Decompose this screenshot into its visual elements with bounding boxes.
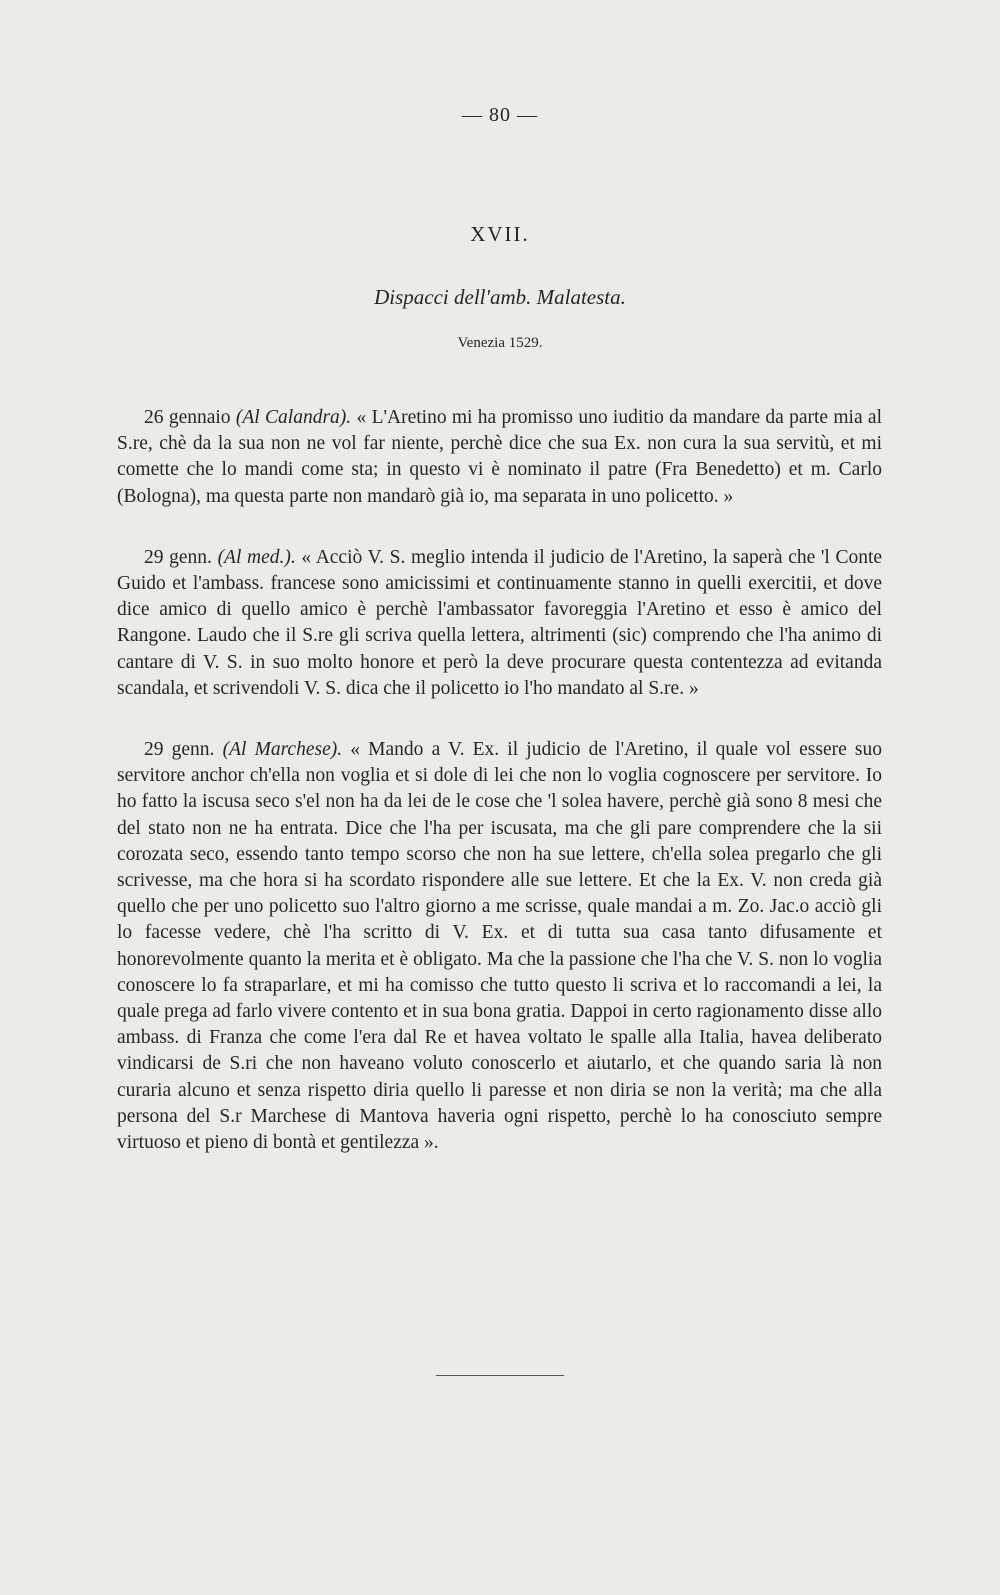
letter-date: 26 gennaio (144, 407, 231, 428)
letter-date: 29 genn. (144, 546, 212, 568)
section-title: Dispacci dell'amb. Malatesta. (374, 285, 626, 309)
section-number: XVII. (470, 222, 530, 246)
end-rule (436, 1375, 564, 1376)
letter-date: 29 genn. (144, 739, 215, 761)
letter-paragraph (117, 405, 882, 510)
letter-text: « Mando a V. Ex. il judicio de l'Aretino, il quale vol essere suo servitore anchor ch'ella non voglia et si dole di lei che non lo voglia cognoscere per servitore. Io ho fatto la iscusa seco s'el non ha da lei de le cose che 'l solea havere, perchè già sono 8 mesi che del stato non ne ha entrata. Dice che l'ha per iscusata, ma che gli pare comprendere che la sii corozata seco, essendo tanto tempo scorso che non ha sue lettere, ch'ella solea pregarlo che gli scrivesse, ma che hora si ha scordato rispondere alle sue lettere. Et che la Ex. V. non creda già quello che per uno policetto suo l'altro giorno a me scrisse, quale mandai a m. Zo. Jac.o acciò gli lo facesse vedere, chè l'ha scritto di V. Ex. et di tutta sua casa tanto difusamente et honorevolmente quanto la merita et è obligato. Ma che la passione che l'ha che V. S. non lo voglia conoscere lo fa straparlare, et mi ha comisso che tutto questo li scriva et lo raccomandi a lei, la quale prega ad farlo vivere contento et in sua bona gratia. Dappoi in certo ragionamento disse allo ambass. di Franza che come l'era dal Re et havea voltato le spalle alla Italia, havea deliberato vindicarsi de S.ri che non haveano voluto conoscerlo et aiutarlo, et che quando saria là non curaria alcuno et senza rispetto diria quello li paresse et non diria se non la verità; ma che alla persona del S.r Marchese di Mantova haveria ogni rispetto, perchè lo ha conosciuto sempre virtuoso et pieno di bontà et gentilezza ». (117, 739, 883, 1154)
letter-text: « Acciò V. S. meglio intenda il judicio de l'Aretino, la saperà che 'l Conte Guido et l'ambass. francese sono amicissimi et continuamente stanno in quelli exercitii, et dove dice amico di quello amico è perchè l'ambassator favoreggia l'Aretino et esso è amico del Rangone. Laudo che il S.re gli scriva quella lettera, altrimenti (sic) comprendo che l'ha animo di cantare di V. S. in suo molto honore et però la deve procurare questa contentezza ad evitanda scandala, et scrivendoli V. S. dica che il policetto io l'ho mandato al S.re. » (117, 546, 883, 699)
place-date: Venezia 1529. (457, 335, 543, 351)
letter-paragraph (117, 545, 882, 702)
letter-addressee: (Al Calandra). (235, 407, 352, 428)
letters-body (117, 405, 882, 1191)
letter-addressee: (Al med.). (217, 546, 296, 568)
letter-paragraph (117, 737, 882, 1156)
letter-text: « L'Aretino mi ha promisso uno iuditio da mandare da parte mia al S.re, chè da la sua non ne vol far niente, perchè dice che sua Ex. non cura la sua servitù, et mi comette che lo mandi come sta; in questo vi è nominato il patre (Fra Benedetto) et m. Carlo (Bologna), ma questa parte non mandarò già io, ma separata in uno policetto. » (117, 407, 882, 507)
page-number: — 80 — (462, 104, 538, 126)
letter-addressee: (Al Marchese). (222, 739, 343, 761)
